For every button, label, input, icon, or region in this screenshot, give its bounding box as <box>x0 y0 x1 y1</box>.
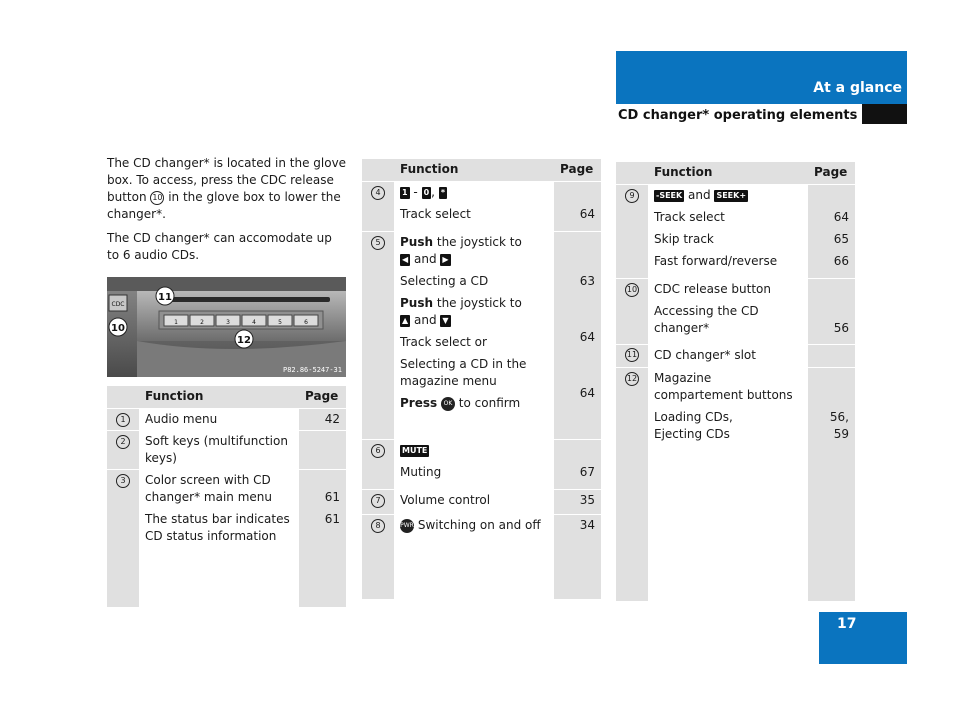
item-number-icon: 7 <box>371 494 385 508</box>
mute-key-icon: MUTE <box>402 445 428 455</box>
function-cell <box>139 470 299 548</box>
table-row <box>107 431 346 470</box>
item-number-icon: 3 <box>116 474 130 488</box>
function-cell <box>648 279 808 344</box>
function-subtext: Ejecting CDs <box>654 427 730 442</box>
table-row <box>616 344 855 368</box>
callout-11-label: 11 <box>158 292 172 303</box>
function-subtext: Selecting a CD in the magazine menu <box>400 357 527 389</box>
function-subtext: The status bar indicates CD status information <box>145 512 290 543</box>
table-row <box>362 490 601 515</box>
function-subtext: Track select <box>654 210 725 224</box>
cdc-button-label: CDC <box>111 301 125 308</box>
function-subtext: Track select or <box>400 335 487 350</box>
page-subtext: 61 <box>324 512 340 526</box>
function-table-2 <box>362 159 601 599</box>
function-text: Track select <box>400 207 471 221</box>
joystick-left-icon: ◀ <box>402 254 409 264</box>
callout-12-label: 12 <box>237 335 251 346</box>
function-table-3 <box>616 162 855 601</box>
page-cell <box>554 440 601 490</box>
item-number-icon: 2 <box>116 435 130 449</box>
and-text: and <box>688 188 711 202</box>
page-cell <box>554 182 601 232</box>
col-header-page: Page <box>808 162 855 185</box>
intro-text-part: in the glove box to lower the changer*. <box>107 190 341 221</box>
function-cell <box>394 232 554 440</box>
intro-paragraph-1 <box>107 155 347 223</box>
col-header-num <box>107 386 139 409</box>
function-cell: CD changer* slot <box>648 344 808 368</box>
function-cell <box>394 440 554 490</box>
page-text: 64 <box>579 330 595 345</box>
function-text: Magazine compartement buttons <box>654 371 793 403</box>
page-text: 65 <box>833 232 849 246</box>
push-label: Push <box>400 235 434 250</box>
table-row <box>616 368 855 451</box>
col-header-function: Function <box>394 159 554 182</box>
cd-changer-illustration <box>107 277 346 377</box>
intro-text-part: The CD changer* is located in the glove box. To access, press the CDC release button <box>107 156 347 204</box>
page-number-box <box>819 612 907 664</box>
magazine-button-3: 3 <box>226 319 230 326</box>
page-text: 64 <box>579 386 595 401</box>
item-number-icon: 10 <box>625 283 639 297</box>
function-cell <box>394 182 554 232</box>
table-row <box>107 409 346 431</box>
and-text: and <box>413 252 437 267</box>
function-cell <box>648 185 808 279</box>
function-subtext: Selecting a CD <box>400 274 489 289</box>
item-number-icon: 9 <box>625 189 639 203</box>
item-number-icon: 1 <box>116 413 130 427</box>
joystick-down-icon: ▼ <box>442 315 449 325</box>
seek-forward-key-icon: SEEK+ <box>716 190 747 200</box>
col-header-page: Page <box>299 386 346 409</box>
function-subtext: Skip track <box>654 232 714 246</box>
page-cell: 34 <box>554 515 601 539</box>
table-row <box>362 515 601 539</box>
page-cell <box>299 470 346 548</box>
key-star-icon: * <box>440 187 445 197</box>
page-cell <box>808 279 855 344</box>
function-text: Switching on and off <box>417 518 541 533</box>
table-row <box>616 279 855 344</box>
joystick-up-icon: ▲ <box>402 315 409 325</box>
page-text: 61 <box>324 490 340 504</box>
header-banner <box>616 51 907 104</box>
table-row <box>362 440 601 490</box>
page-number: 17 <box>837 616 857 632</box>
page-cell <box>808 344 855 368</box>
magazine-button-2: 2 <box>200 319 204 326</box>
magazine-button-6: 6 <box>304 319 308 326</box>
table-row <box>362 232 601 440</box>
function-cell: Audio menu <box>139 409 299 431</box>
key-0-icon: 0 <box>423 187 430 197</box>
function-cell: Soft keys (multifunction keys) <box>139 431 299 470</box>
page-cell: 42 <box>299 409 346 431</box>
page-cell <box>808 185 855 279</box>
col-header-num <box>362 159 394 182</box>
page-text: 64 <box>579 207 595 221</box>
magazine-button-5: 5 <box>278 319 282 326</box>
col-header-page: Page <box>554 159 601 182</box>
item-number-icon: 11 <box>625 348 639 362</box>
function-subtext: Loading CDs, <box>654 410 733 425</box>
page-text: 56, <box>829 410 849 425</box>
page-subtitle: CD changer* operating elements <box>618 108 858 123</box>
function-text: Color screen with CD changer* main menu <box>145 473 272 504</box>
callout-10-label: 10 <box>111 323 125 334</box>
function-text: the joystick to <box>436 235 522 250</box>
item-number-icon: 8 <box>371 519 385 533</box>
col-header-num <box>616 162 648 185</box>
function-cell: Volume control <box>394 490 554 515</box>
function-subtext: Accessing the CD changer* <box>654 304 759 336</box>
table-row <box>362 182 601 232</box>
item-number-icon: 12 <box>625 372 639 386</box>
page-cell: 35 <box>554 490 601 515</box>
function-text: Muting <box>400 465 442 480</box>
joystick-right-icon: ▶ <box>442 254 449 264</box>
press-label: Press <box>400 396 438 411</box>
section-title: At a glance <box>813 80 902 96</box>
page-cell <box>554 232 601 440</box>
magazine-button-4: 4 <box>252 319 256 326</box>
image-code: P82.86-5247-31 <box>282 366 342 374</box>
function-cell <box>648 368 808 451</box>
page-text: 67 <box>579 465 595 480</box>
item-number-icon: 6 <box>371 444 385 458</box>
page-cell <box>299 431 346 470</box>
col-header-function: Function <box>139 386 299 409</box>
dash-text: - <box>413 185 418 199</box>
and-text: and <box>413 313 437 328</box>
table-row <box>616 185 855 279</box>
cd-changer-photo <box>107 277 346 377</box>
intro-paragraph-2: The CD changer* can accomodate up to 6 audio CDs. <box>107 231 332 262</box>
function-subtext: Fast forward/reverse <box>654 254 778 268</box>
function-cell <box>394 515 554 539</box>
function-text: CDC release button <box>654 282 771 297</box>
power-button-icon: PWR <box>400 519 414 533</box>
table-row <box>107 470 346 548</box>
seek-back-key-icon: -SEEK <box>656 190 683 200</box>
page-text: 56 <box>833 321 849 336</box>
intro-text <box>107 155 347 271</box>
function-table-1 <box>107 386 346 607</box>
item-number-icon: 5 <box>371 236 385 250</box>
function-text: to confirm <box>458 396 521 411</box>
item-number-icon: 4 <box>371 186 385 200</box>
page-text: 64 <box>833 210 849 224</box>
ok-button-icon: OK <box>441 397 455 411</box>
page-cell <box>808 368 855 451</box>
key-1-icon: 1 <box>402 187 408 197</box>
ref-number-icon: 10 <box>150 191 164 205</box>
header-marker <box>862 104 907 124</box>
page-text: 66 <box>833 254 849 268</box>
comma-text: , <box>431 185 435 199</box>
col-header-function: Function <box>648 162 808 185</box>
function-text: the joystick to <box>436 296 522 311</box>
push-label: Push <box>400 296 434 311</box>
page-text: 63 <box>579 274 595 289</box>
page-text: 59 <box>833 427 849 442</box>
magazine-button-1: 1 <box>174 319 178 326</box>
